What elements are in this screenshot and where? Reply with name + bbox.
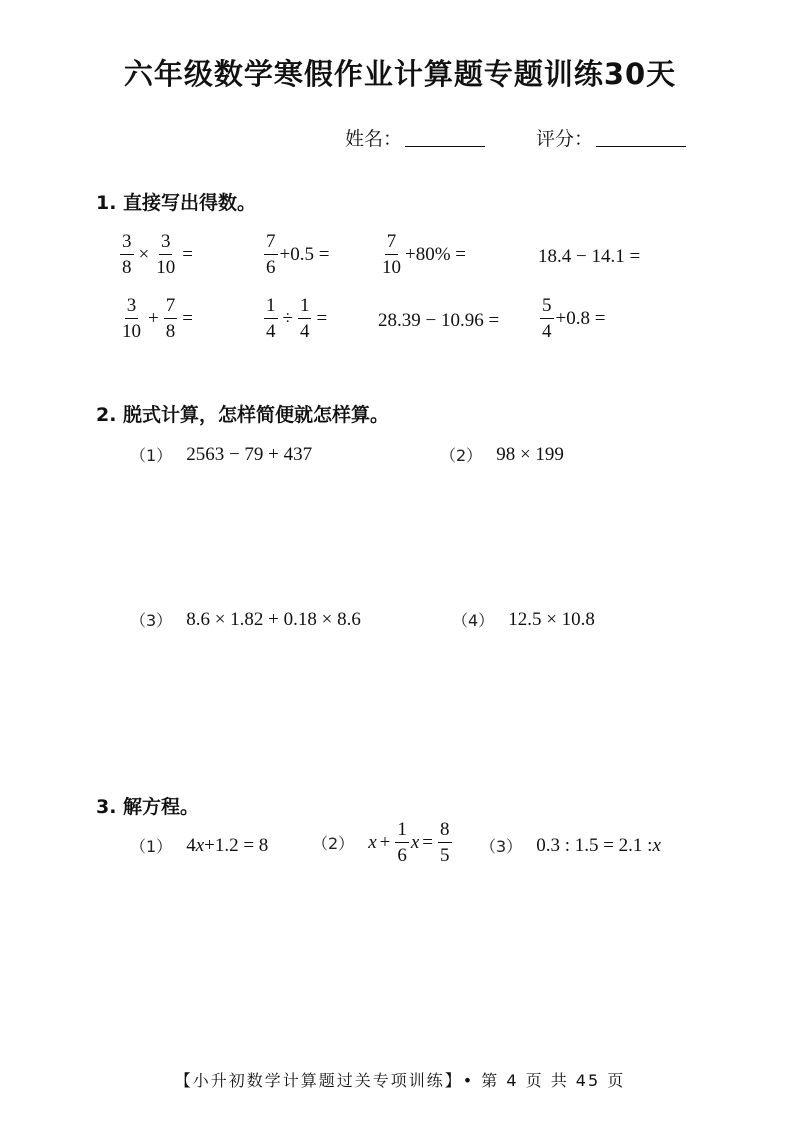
fraction: $\frac{7}{6}$ <box>266 231 276 278</box>
name-label: 姓名： <box>345 128 403 150</box>
section-heading-1: 1. 直接写出得数。 <box>96 192 257 214</box>
q3-equation-1: （1） 4 x +1.2 = 8 <box>130 834 269 856</box>
fraction: $\frac{7}{10}$ <box>382 231 401 278</box>
q1-expr-5: $\frac{3}{10}$ + $\frac{7}{8}$ = <box>122 295 193 342</box>
q2-problem-1: （1） 2563 − 79 + 437 <box>130 443 313 465</box>
q1-expr-4: 18.4 − 14.1 = <box>538 246 641 267</box>
fraction: $\frac{1}{4}$ <box>299 295 310 342</box>
score-label: 评分： <box>536 128 594 150</box>
section-heading-3: 3. 解方程。 <box>96 796 200 818</box>
q1-expr-7: 28.39 − 10.96 = <box>378 310 500 331</box>
fraction: $\frac{1}{6}$ <box>397 819 407 866</box>
q1-expr-2: $\frac{7}{6}$ +0.5 = <box>266 231 330 278</box>
fraction: $\frac{1}{4}$ <box>266 295 276 342</box>
q3-equation-2: （2） x + $\frac{1}{6}$ x = $\frac{8}{5}$ <box>312 819 450 866</box>
name-blank[interactable] <box>405 146 485 147</box>
q3-equation-3: （3） 0.3 : 1.5 = 2.1 : x <box>480 834 661 856</box>
q2-problem-2: （2） 98 × 199 <box>440 443 564 465</box>
fraction: $\frac{3}{8}$ <box>122 231 132 278</box>
page-title: 六年级数学寒假作业计算题专题训练30天 <box>123 57 677 91</box>
fraction: $\frac{8}{5}$ <box>440 819 450 866</box>
fraction: $\frac{7}{8}$ <box>165 295 176 342</box>
q2-problem-3: （3） 8.6 × 1.82 + 0.18 × 8.6 <box>130 608 361 630</box>
q1-expr-6: $\frac{1}{4}$ ÷ $\frac{1}{4}$ = <box>266 295 328 342</box>
section-heading-2: 2. 脱式计算，怎样简便就怎样算。 <box>96 404 390 426</box>
fraction: $\frac{3}{10}$ <box>156 231 176 278</box>
fraction: $\frac{5}{4}$ <box>542 295 552 342</box>
q1-expr-1: $\frac{3}{8}$ × $\frac{3}{10}$ = <box>122 231 193 278</box>
score-blank[interactable] <box>596 146 686 147</box>
q1-expr-8: $\frac{5}{4}$ +0.8 = <box>542 295 606 342</box>
fraction: $\frac{3}{10}$ <box>122 295 141 342</box>
q1-expr-3: $\frac{7}{10}$ +80% = <box>382 231 467 278</box>
q2-problem-4: （4） 12.5 × 10.8 <box>452 608 595 630</box>
page-footer: 【小升初数学计算题过关专项训练】• 第 4 页 共 45 页 <box>174 1071 626 1090</box>
